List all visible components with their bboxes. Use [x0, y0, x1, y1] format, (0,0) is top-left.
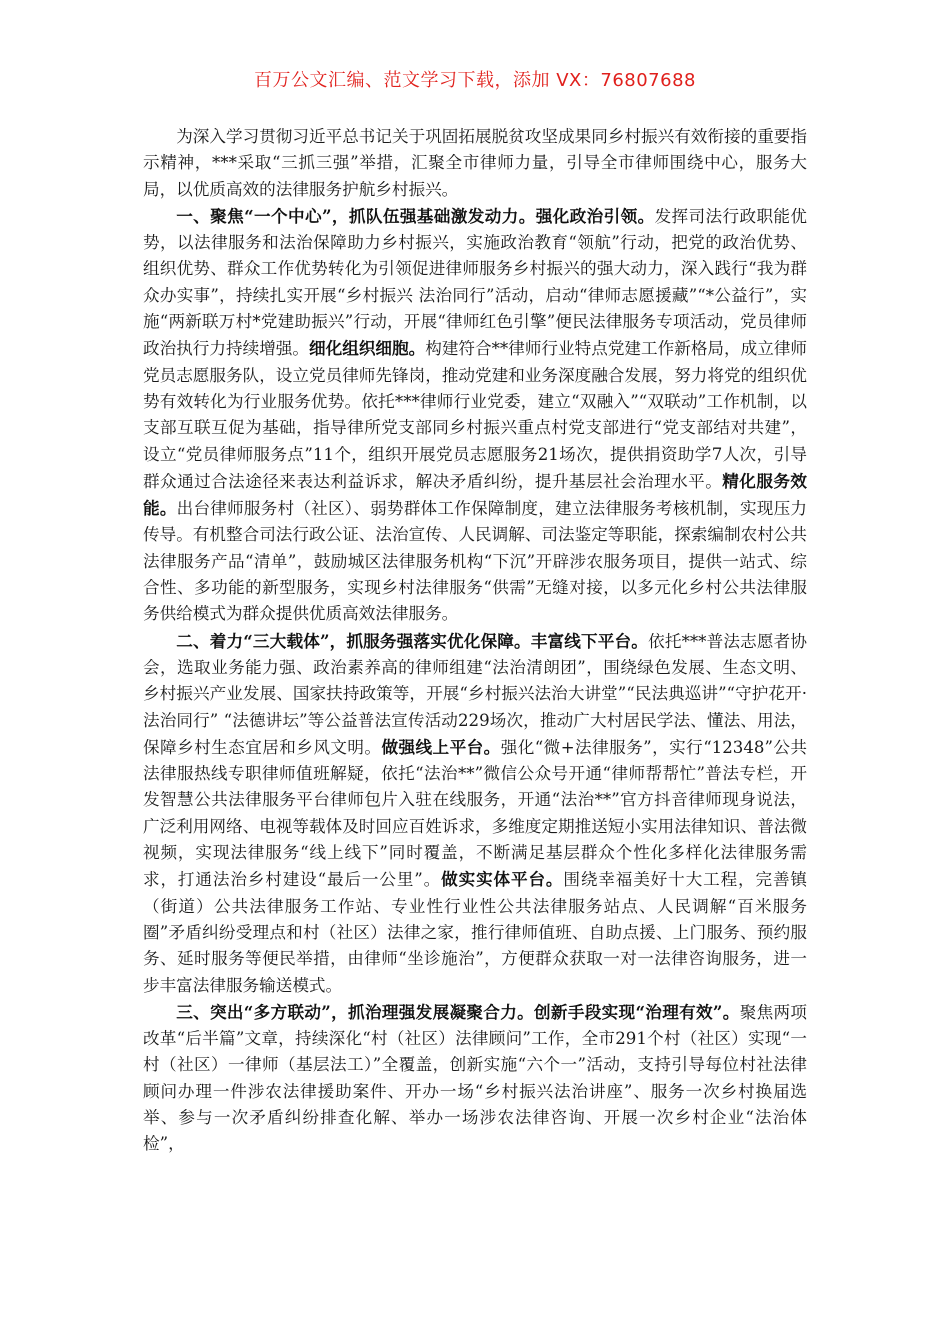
section-1-text-3: 出台律师服务村（社区）、弱势群体工作保障制度，建立法律服务考核机制，实现压力传导。有机整合司法行政公证、法治宣传、人民调解、司法鉴定等职能，探索编制农村公共法律服务产品“清单”，鼓励城区法律服务机构“下沉”开辟涉农服务项目，提供一站式、综合性、多功能的新型服务，实现乡村法律服务“供需”无缝对接，以多元化乡村公共法律服务供给模式为群众提供优质高效法律服务。: [143, 499, 808, 624]
section-2-paragraph: [143, 628, 807, 999]
section-2-heading: 二、着力“三大载体”，抓服务强落实优化保障。: [176, 630, 531, 651]
section-3-text-1: 聚焦两项改革“后半篇”文章，持续深化“村（社区）法律顾问”工作，全市291个村（社区）实现“一村（社区）一律师（基层法工）”全覆盖，创新实施“六个一”活动，支持引导每位村社法律顾问办理一件涉农法律援助案件、开办一场“乡村振兴法治讲座”、服务一次乡村换届选举、参与一次矛盾纠纷排查化解、举办一场涉农法律咨询、开展一次乡村企业“法治体检”，: [143, 1002, 807, 1154]
section-2-text-3: 围绕幸福美好十大工程，完善镇（街道）公共法律服务工作站、专业性行业性公共法律服务站点、人民调解“百米服务圈”矛盾纠纷受理点和村（社区）法律之家，推行律师值班、自助点援、上门服务、预约服务、延时服务等便民举措，由律师“坐诊施治”，方便群众获取一对一法律咨询服务，进一步丰富法律服务输送模式。: [143, 870, 808, 995]
article-body: [143, 124, 807, 1158]
intro-paragraph: 为深入学习贯彻习近平总书记关于巩固拓展脱贫攻坚成果同乡村振兴有效衔接的重要指示精神，***采取“三抓三强”举措，汇聚全市律师力量，引导全市律师围绕中心，服务大局，以优质高效的法律服务护航乡村振兴。: [143, 127, 807, 199]
section-2-keyword-2: 做强线上平台。: [381, 736, 501, 757]
section-2-text-1: 依托***普法志愿者协会，选取业务能力强、政治素养高的律师组建“法治清朗团”，围绕绿色发展、生态文明、乡村振兴产业发展、国家扶持政策等，开展“乡村振兴法治大讲堂”“民法典巡讲”“守护花开·法治同行” “法德讲坛”等公益普法宣传活动229场次，推动广大村居民学法、懂法、用法，保障乡村生态宜居和乡风文明。: [143, 631, 808, 757]
section-3-paragraph: [143, 999, 807, 1158]
section-3-heading: 三、突出“多方联动”，抓治理强发展凝聚合力。: [176, 1001, 535, 1022]
section-2-keyword-3: 做实实体平台。: [441, 869, 564, 890]
section-2-keyword-1: 丰富线下平台。: [530, 630, 649, 651]
section-3-keyword-1: 创新手段实现“治理有效”。: [534, 1001, 740, 1022]
section-1-text-1: 发挥司法行政职能优势，以法律服务和法治保障助力乡村振兴，实施政治教育“领航”行动，把党的政治优势、组织优势、群众工作优势转化为引领促进律师服务乡村振兴的强大动力，深入践行“我为群众办实事”，持续扎实开展“乡村振兴 法治同行”活动，启动“律师志愿援藏”“*公益行”，实施“两新联万村*党建助振兴”行动，开展“律师红色引擎”便民法律服务专项活动，党员律师政治执行力持续增强。: [143, 206, 808, 359]
section-2-text-2: 强化“微+法律服务”，实行“12348”公共法律服热线专职律师值班解疑，依托“法治**”微信公众号开通“律师帮帮忙”普法专栏，开发智慧公共法律服务平台律师包片入驻在线服务，开通“法治**”官方抖音律师现身说法，广泛利用网络、电视等载体及时回应百姓诉求，多维度定期推送短小实用法律知识、普法微视频，实现法律服务“线上线下”同时覆盖，不断满足基层群众个性化多样化法律服务需求，打通法治乡村建设“最后一公里”。: [143, 737, 808, 890]
section-1-paragraph: [143, 203, 807, 628]
section-1-keyword-3: 精化服务效能。: [143, 470, 808, 519]
section-1-heading: 一、聚焦“一个中心”，抓队伍强基础激发动力。: [176, 205, 536, 226]
section-1-keyword-1: 强化政治引领。: [535, 205, 655, 226]
header-banner: 百万公文汇编、范文学习下载，添加 VX：76807688: [254, 70, 696, 91]
section-1-text-2: 构建符合**律师行业特点党建工作新格局，成立律师党员志愿服务队，设立党员律师先锋岗，推动党建和业务深度融合发展，努力将党的组织优势有效转化为行业服务优势。依托***律师行业党委，建立“双融入”“双联动”工作机制，以支部互联互促为基础，指导律所党支部同乡村振兴重点村党支部进行“党支部结对共建”，设立“党员律师服务点”11个，组织开展党员志愿服务21场次，提供捐资助学7人次，引导群众通过合法途径来表达利益诉求，解决矛盾纠纷，提升基层社会治理水平。: [143, 339, 808, 491]
section-1-keyword-2: 细化组织细胞。: [309, 338, 426, 359]
